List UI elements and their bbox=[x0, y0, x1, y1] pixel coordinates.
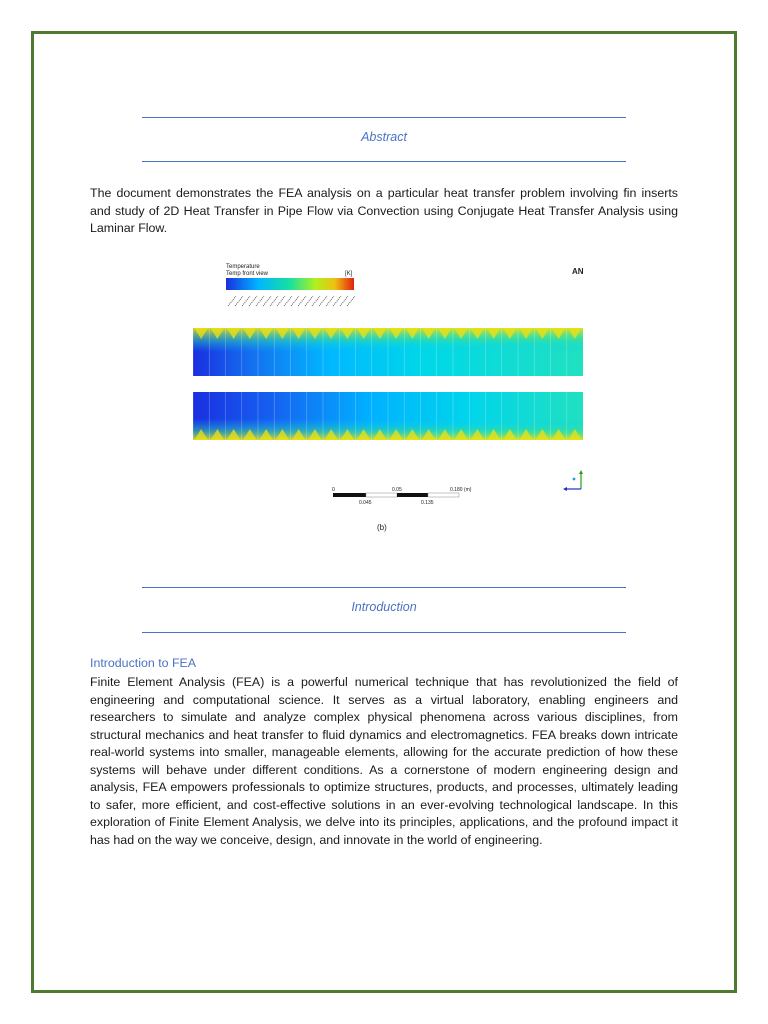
legend-tick-label-mark bbox=[256, 296, 264, 306]
legend-tick-label-mark bbox=[228, 296, 236, 306]
legend-tick-label-mark bbox=[284, 296, 292, 306]
legend-tick-label-mark bbox=[242, 296, 250, 306]
legend-tick-label-mark bbox=[340, 296, 348, 306]
corner-label: AN bbox=[572, 267, 584, 276]
legend-title: Temperature bbox=[226, 264, 260, 270]
introduction-top-rule bbox=[142, 587, 626, 588]
legend-tick-label-mark bbox=[347, 296, 355, 306]
scale-label-5: 0.045 bbox=[359, 500, 372, 506]
introduction-heading: Introduction bbox=[351, 600, 417, 614]
legend-unit: [K] bbox=[345, 271, 353, 277]
legend-tick-label-mark bbox=[298, 296, 306, 306]
legend-tick-label-mark bbox=[305, 296, 313, 306]
introduction-subheading: Introduction to FEA bbox=[90, 656, 197, 670]
scale-label-0: 0 bbox=[332, 487, 335, 493]
abstract-top-rule bbox=[142, 117, 626, 118]
scale-bar bbox=[332, 487, 472, 506]
pipe-section-top bbox=[193, 328, 583, 376]
legend-tick-label-mark bbox=[249, 296, 257, 306]
abstract-text: The document demonstrates the FEA analysis on a particular heat transfer problem involving fin inserts and study of 2D Heat Transfer in Pipe Flow via Convection using Conjugate Heat Transfer Analysis using Laminar Flow. bbox=[90, 186, 678, 235]
scale-label-1: 0.05 bbox=[392, 487, 402, 493]
abstract-bottom-rule bbox=[142, 161, 626, 162]
legend-tick-label-mark bbox=[312, 296, 320, 306]
scale-label-4: 0.180 (m) bbox=[450, 487, 472, 493]
introduction-text: Finite Element Analysis (FEA) is a powerful numerical technique that has revolutionized the field of engineering and computational science. It serves as a virtual laboratory, enabling engineers and researchers to simulate and analyze complex physical phenomena across various disciplines, from structural mechanics and heat transfer to fluid dynamics and electromagnetics. FEA breaks down intricate real-world systems into smaller, manageable elements, allowing for the accurate prediction of how these systems will behave under different conditions. As a cornerstone of modern engineering design and analysis, FEA empowers professionals to optimize structures, products, and processes, ultimately leading to safer, more efficient, and cost-effective solutions in an ever-evolving technological landscape. In this exploration of Finite Element Analysis, we delve into its principles, applications, and the profound impact it has had on the way we conceive, design, and innovate in the world of engineering. bbox=[90, 675, 678, 847]
abstract-heading: Abstract bbox=[361, 130, 407, 144]
pipe-section-bottom bbox=[193, 392, 583, 440]
legend-tick-label-mark bbox=[235, 296, 243, 306]
legend-tick-label-mark bbox=[270, 296, 278, 306]
legend-tick-labels bbox=[228, 296, 355, 306]
temperature-contour-figure bbox=[188, 258, 598, 538]
legend-tick-label-mark bbox=[263, 296, 271, 306]
legend-tick-label-mark bbox=[277, 296, 285, 306]
axis-triad-icon bbox=[563, 470, 583, 491]
figure-caption: (b) bbox=[377, 523, 387, 532]
legend-tick-label-mark bbox=[319, 296, 327, 306]
introduction-bottom-rule bbox=[142, 632, 626, 633]
legend-subtitle: Temp front view bbox=[226, 271, 269, 277]
legend-tick-label-mark bbox=[291, 296, 299, 306]
scale-label-3: 0.135 bbox=[421, 500, 434, 506]
legend-tick-label-mark bbox=[326, 296, 334, 306]
legend-tick-label-mark bbox=[333, 296, 341, 306]
legend-colorbar bbox=[226, 278, 354, 290]
